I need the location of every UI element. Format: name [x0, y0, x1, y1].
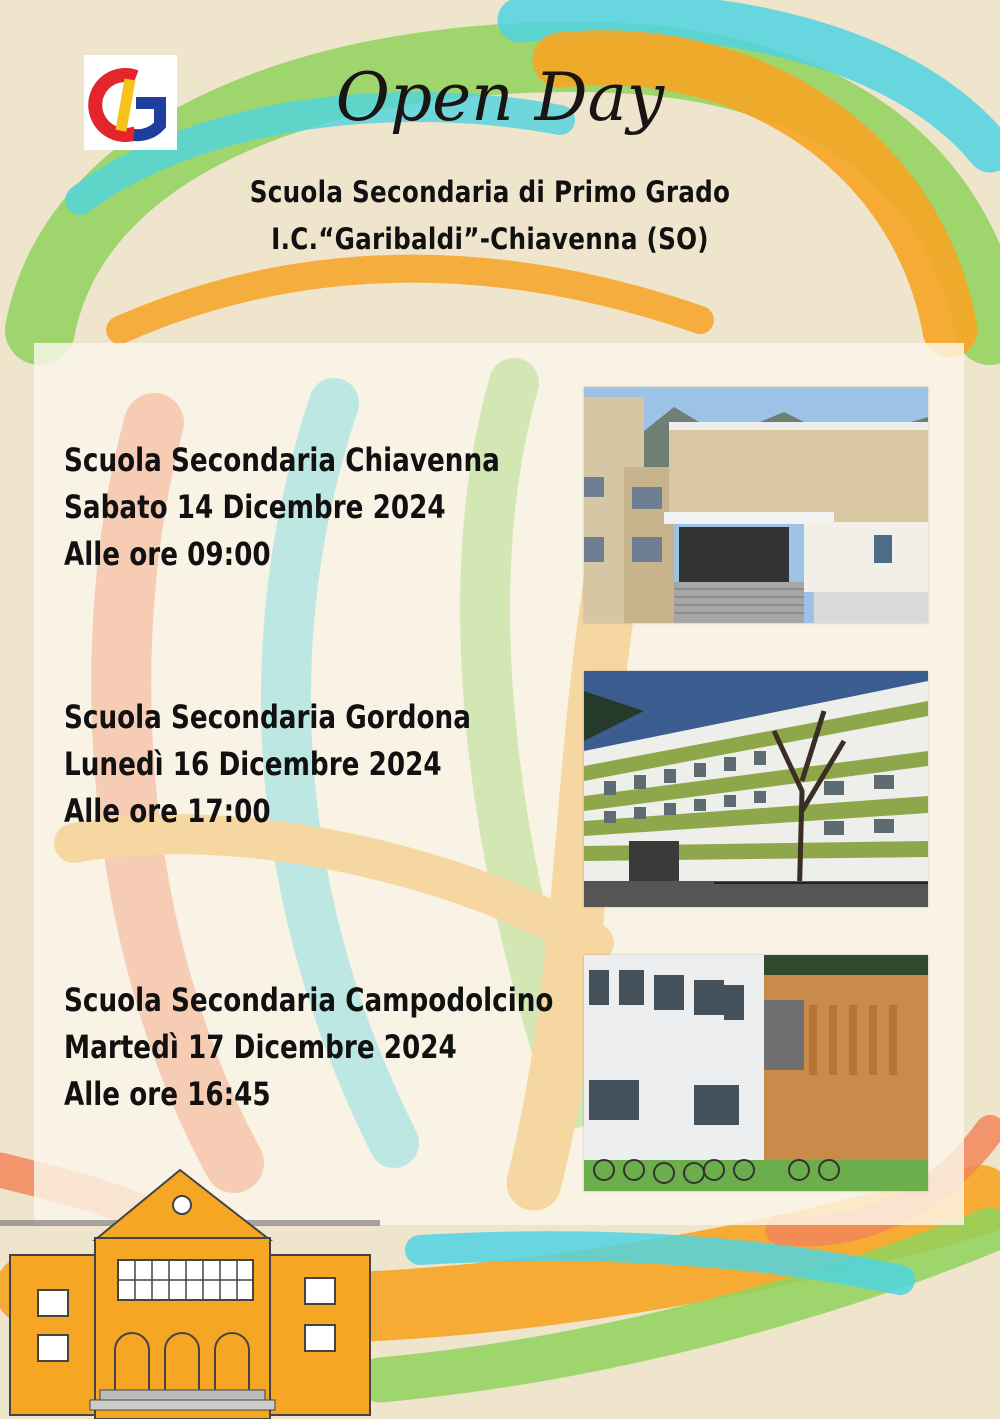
school-logo [84, 55, 177, 150]
school-building-illustration [0, 1160, 380, 1419]
photo-gordona-school [584, 671, 928, 907]
event-date: Sabato 14 Dicembre 2024 [64, 488, 446, 526]
event-date: Lunedì 16 Dicembre 2024 [64, 745, 442, 783]
subtitle-line-1: Scuola Secondaria di Primo Grado [249, 175, 731, 209]
subtitle-line-2: I.C.“Garibaldi”-Chiavenna (SO) [271, 222, 709, 256]
event-gordona [64, 694, 584, 835]
event-date: Martedì 17 Dicembre 2024 [64, 1028, 457, 1066]
event-campodolcino [64, 977, 584, 1118]
event-time: Alle ore 17:00 [64, 792, 271, 830]
event-school: Scuola Secondaria Campodolcino [64, 981, 554, 1019]
event-chiavenna [64, 437, 584, 578]
event-time: Alle ore 16:45 [64, 1075, 271, 1113]
gi-logo-icon [84, 55, 177, 150]
event-school: Scuola Secondaria Chiavenna [64, 441, 500, 479]
photo-campodolcino-school [584, 955, 928, 1191]
open-day-title [300, 40, 700, 150]
event-time: Alle ore 09:00 [64, 535, 271, 573]
event-school: Scuola Secondaria Gordona [64, 698, 471, 736]
photo-chiavenna-school [584, 387, 928, 623]
svg-text:Open Day: Open Day [335, 59, 665, 136]
